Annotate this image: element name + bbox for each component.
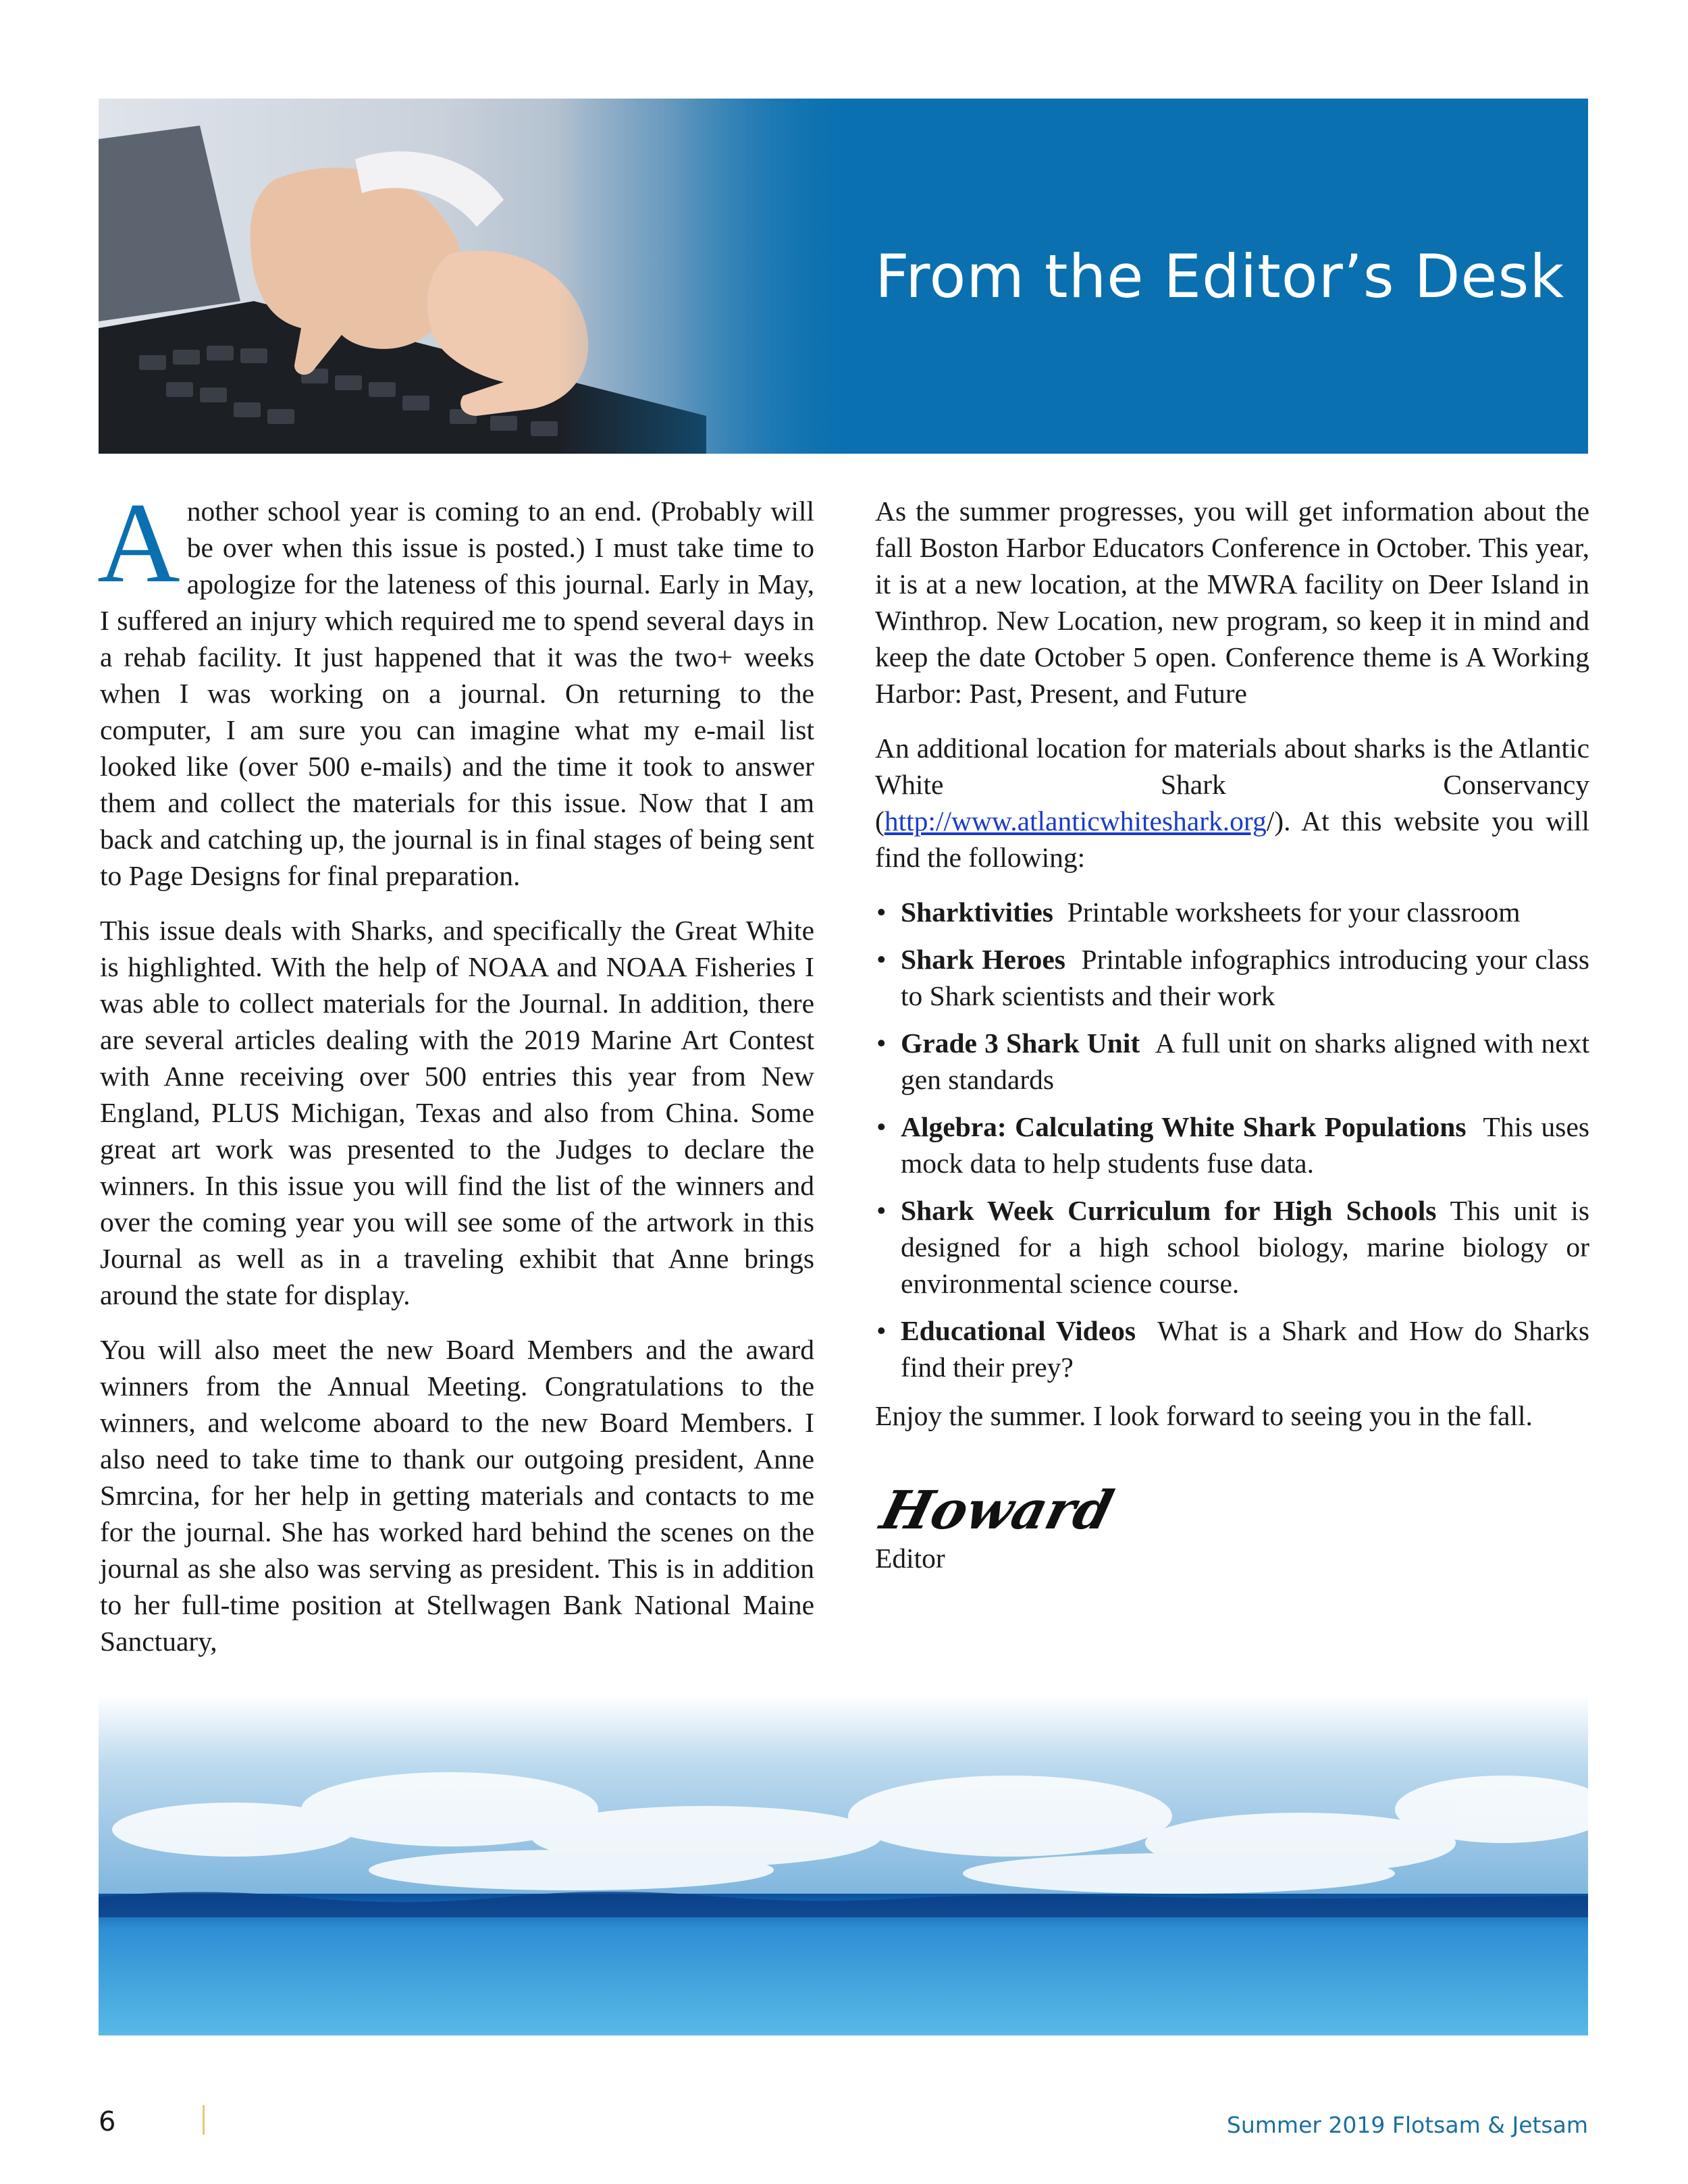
list-item bbox=[875, 1109, 1589, 1181]
intro-text: nother school year is coming to an end. (Probably will be over when this issue is posted.) I must take time to apologize for the lateness of this journal. Early in May, I suffered an injury which required me to spend several days in a rehab facility. It just happened that it was the two+ weeks when I was working on a journal. On returning to the computer, I am sure you can imagine what my e-mail list looked like (over 500 e-mails) and the time it took to answer them and collect the materials for this issue. Now that I am back and catching up, the journal is in final stages of being sent to Page Designs for final preparation. bbox=[100, 496, 814, 891]
resource-title: Grade 3 Shark Unit bbox=[901, 1028, 1140, 1059]
conference-paragraph: As the summer progresses, you will get information about the fall Boston Harbor Educators Conference in October. This year, it is at a new location, at the MWRA facility on Deer Island in Winthrop. New Location, new program, so keep it in mind and keep the date October 5 open. Conference theme is A Working Harbor: Past, Present, and Future bbox=[875, 496, 1589, 709]
resources-intro-text: An additional location for materials about sharks is the Atlantic White Shark Conservancy ( bbox=[875, 733, 1589, 836]
bullet-icon: • bbox=[876, 1195, 887, 1226]
resource-description: Printable infographics introducing your class to Shark scientists and their work bbox=[901, 944, 1590, 1011]
conservancy-link[interactable]: http://www.atlanticwhiteshark.org bbox=[884, 805, 1267, 836]
left-column bbox=[97, 479, 814, 1678]
sharks-issue-paragraph: This issue deals with Sharks, and specifically the Great White is highlighted. With the help of NOAA and NOAA Fisheries I was able to collect materials for the Journal. In addition, there are several articles dealing with the 2019 Marine Art Contest with Anne receiving over 500 entries this year from New England, PLUS Michigan, Texas and also from China. Some great art work was presented to the Judges to declare the winners. In this issue you will find the list of the winners and over the coming year you will see some of the artwork in this Journal as well as in a traveling exhibit that Anne brings around the state for display. bbox=[100, 915, 814, 1310]
resource-description: What is a Shark and How do Sharks find their prey? bbox=[901, 1315, 1589, 1383]
bullet-icon: • bbox=[876, 1111, 887, 1142]
footer-divider bbox=[203, 2105, 205, 2135]
header-banner bbox=[99, 99, 1588, 454]
editor-role: Editor bbox=[875, 1543, 945, 1574]
resource-title: Shark Heroes bbox=[901, 944, 1065, 975]
board-members-paragraph: You will also meet the new Board Members and the award winners from the Annual Meeting. Congratulations to the winners, and welcome aboard to the new Board Members. I also need to take time to thank our outgoing president, Anne Smrcina, for her help in getting materials and contacts to me for the journal. She has worked hard behind the scenes on the journal as she also was serving as president. This is in addition to her full-time position at Stellwagen Bank National Maine Sanctuary, bbox=[100, 1334, 814, 1657]
laptop-keyboard-illustration bbox=[99, 99, 862, 454]
right-column bbox=[875, 493, 1589, 1576]
intro-paragraph bbox=[97, 479, 814, 894]
bullet-icon: • bbox=[876, 897, 887, 928]
page-title: From the Editor’s Desk bbox=[875, 242, 1565, 311]
editor-signature: Howard bbox=[874, 1480, 1119, 1541]
hands-typing-on-laptop-photo bbox=[99, 99, 862, 454]
resource-title: Sharktivities bbox=[901, 897, 1053, 928]
resource-description: Printable worksheets for your classroom bbox=[1067, 897, 1521, 928]
bullet-icon: • bbox=[876, 944, 887, 975]
resource-description: A full unit on sharks aligned with next gen standards bbox=[901, 1028, 1589, 1095]
resource-title: Algebra: Calculating White Shark Populations bbox=[901, 1111, 1467, 1142]
resources-intro-tail: /). At this website you will find the following: bbox=[875, 805, 1589, 873]
page-number: 6 bbox=[99, 2106, 116, 2137]
publication-title: Summer 2019 Flotsam & Jetsam bbox=[1226, 2112, 1588, 2138]
resource-title: Educational Videos bbox=[901, 1315, 1136, 1346]
ocean-horizon-photo bbox=[99, 1695, 1588, 2035]
closing-paragraph: Enjoy the summer. I look forward to seeing you in the fall. bbox=[875, 1400, 1533, 1431]
resource-title: Shark Week Curriculum for High Schools bbox=[901, 1195, 1437, 1226]
resources-list bbox=[875, 894, 1589, 1385]
sky-and-sea-illustration bbox=[99, 1695, 1588, 2035]
list-item bbox=[875, 1192, 1589, 1302]
drop-cap: A bbox=[97, 479, 180, 606]
list-item bbox=[875, 894, 1589, 930]
list-item bbox=[875, 1312, 1589, 1385]
resource-description: This unit is designed for a high school biology, marine biology or environmental science course. bbox=[901, 1195, 1590, 1299]
sharks-resources-paragraph bbox=[875, 730, 1589, 876]
resource-description: This uses mock data to help students fuse data. bbox=[901, 1111, 1590, 1179]
list-item bbox=[875, 941, 1589, 1014]
bullet-icon: • bbox=[876, 1028, 887, 1059]
bullet-icon: • bbox=[876, 1315, 887, 1346]
list-item bbox=[875, 1025, 1589, 1098]
